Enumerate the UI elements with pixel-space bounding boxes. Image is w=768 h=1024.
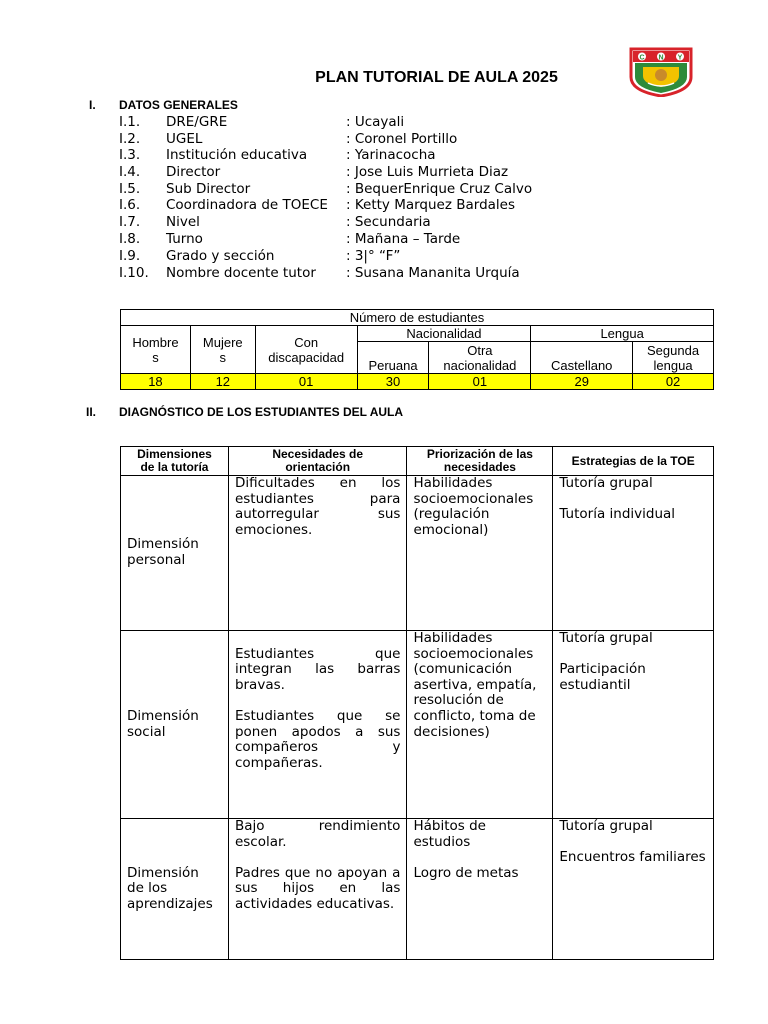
section-1-number: I.: [89, 98, 96, 112]
students-count-table: [120, 309, 714, 390]
need-aprendizajes: [228, 819, 407, 960]
dimensions-header: [121, 447, 229, 476]
row-number: I.7.: [119, 214, 141, 230]
segunda-lengua-value: 02: [633, 374, 714, 390]
row-label: Nombre docente tutor: [166, 264, 316, 281]
row-number: I.5.: [119, 180, 141, 197]
row-label: Nivel: [166, 214, 200, 230]
need-item: Estudiantes que integran las barras bravas.: [234, 645, 401, 693]
row-value: : Coronel Portillo: [346, 130, 458, 147]
segunda-lengua-header: [633, 342, 714, 374]
strategy-item: Tutoría grupal: [559, 475, 653, 491]
priority-item: Hábitos de estudios: [413, 818, 486, 850]
row-label: UGEL: [166, 130, 203, 147]
dimension-label: aprendizajes: [127, 895, 213, 912]
need-personal: Dificultades en los estudiantes para autorregular sus emociones.: [228, 476, 407, 631]
hombres-label: Hombre: [132, 334, 179, 350]
dimension-label: Dimensión: [127, 536, 199, 553]
mujeres-label-wrap: s: [219, 349, 227, 365]
general-data-row: [0, 147, 768, 164]
row-label: Institución educativa: [166, 147, 308, 163]
dimensions-header-line1: Dimensiones: [137, 447, 212, 461]
dimension-label: social: [127, 723, 166, 740]
section-2-number: II.: [86, 405, 97, 419]
dimension-aprendizajes: [121, 819, 229, 960]
segunda-label-wrap: lengua: [653, 357, 693, 373]
strategy-item: Tutoría individual: [559, 506, 676, 523]
lengua-header: Lengua: [531, 326, 714, 342]
row-value: : Susana Mananita Urquía: [346, 264, 520, 281]
strategies-personal: [553, 476, 714, 631]
school-crest-logo: [628, 47, 694, 97]
row-label: Director: [166, 163, 221, 180]
otra-label-wrap: nacionalidad: [443, 357, 517, 373]
row-number: I.1.: [119, 114, 141, 130]
svg-text:Y: Y: [677, 54, 683, 62]
needs-header-line2: orientación: [285, 460, 351, 474]
segunda-label: Segunda: [647, 342, 700, 358]
priority-header: [407, 447, 553, 476]
general-data-row: [0, 131, 768, 148]
strategies-header: Estrategias de la TOE: [553, 447, 714, 476]
dimension-label: Dimensión: [127, 707, 199, 724]
priority-aprendizajes: [407, 819, 553, 960]
general-data-row: [0, 265, 768, 282]
section-1-title: DATOS GENERALES: [119, 98, 238, 112]
priority-personal: Habilidades socioemocionales (regulación emocional): [407, 476, 553, 631]
dimension-label: de los: [127, 880, 168, 897]
strategy-item: Participación estudiantil: [559, 661, 646, 693]
general-data-row: [0, 214, 768, 231]
strategy-item: Tutoría grupal: [559, 630, 653, 646]
row-value: : BequerEnrique Cruz Calvo: [346, 180, 533, 197]
need-item: Estudiantes que se ponen apodos a sus compañeros y compañeras.: [234, 707, 401, 771]
row-label: Coordinadora de TOECE: [166, 197, 328, 213]
discapacidad-header: [255, 326, 357, 374]
priority-header-line2: necesidades: [443, 460, 516, 474]
peruana-value: 30: [357, 374, 429, 390]
dimension-social: [121, 631, 229, 819]
discapacidad-label-wrap: discapacidad: [268, 349, 345, 365]
strategy-item: Encuentros familiares: [559, 849, 706, 866]
priority-social: Habilidades socioemocionales (comunicación asertiva, empatía, resolución de conflicto, toma de decisiones): [407, 631, 553, 819]
row-label: Grado y sección: [166, 247, 275, 264]
row-number: I.2.: [119, 130, 141, 147]
dimensions-header-line2: de la tutoría: [140, 460, 209, 474]
hombres-value: 18: [121, 374, 191, 390]
castellano-value: 29: [531, 374, 633, 390]
general-data-row: [0, 197, 768, 214]
row-number: I.9.: [119, 247, 141, 264]
row-number: I.3.: [119, 147, 141, 163]
need-item: Padres que no apoyan a sus hijos en las actividades educativas.: [234, 864, 401, 912]
row-value: : Secundaria: [346, 214, 431, 230]
strategy-item: Tutoría grupal: [559, 818, 653, 834]
page-title: PLAN TUTORIAL DE AULA 2025: [315, 69, 558, 86]
row-label: Turno: [166, 231, 203, 247]
row-number: I.6.: [119, 197, 141, 213]
need-item: Bajo rendimiento escolar.: [234, 818, 401, 850]
otra-label: Otra: [467, 342, 493, 358]
priority-item: Logro de metas: [413, 864, 519, 881]
general-data-row: [0, 181, 768, 198]
need-social: [228, 631, 407, 819]
section-2-title: DIAGNÓSTICO DE LOS ESTUDIANTES DEL AULA: [119, 405, 404, 419]
strategies-social: [553, 631, 714, 819]
discapacidad-value: 01: [255, 374, 357, 390]
diagnosis-table: [120, 446, 714, 960]
discapacidad-label: Con: [294, 334, 319, 350]
hombres-label-wrap: s: [152, 349, 159, 365]
dimension-label: Dimensión: [127, 864, 199, 881]
mujeres-label: Mujere: [202, 334, 243, 350]
otra-nacionalidad-header: [429, 342, 531, 374]
hombres-header: [121, 326, 191, 374]
row-value: : Jose Luis Murrieta Diaz: [346, 163, 509, 180]
row-number: I.8.: [119, 231, 141, 247]
general-data-row: [0, 248, 768, 265]
row-value: : Mañana – Tarde: [346, 231, 461, 247]
general-data-row: [0, 231, 768, 248]
dimension-label: personal: [127, 552, 186, 568]
needs-header-line1: Necesidades de: [272, 447, 364, 461]
needs-header: [228, 447, 407, 476]
strategies-aprendizajes: [553, 819, 714, 960]
mujeres-header: [190, 326, 255, 374]
row-value: : Ucayali: [346, 114, 405, 130]
row-label: Sub Director: [166, 180, 251, 197]
row-value: : Ketty Marquez Bardales: [346, 197, 516, 213]
svg-text:C: C: [639, 54, 645, 62]
dimension-personal: [121, 476, 229, 631]
otra-nacionalidad-value: 01: [429, 374, 531, 390]
castellano-header: Castellano: [531, 342, 633, 374]
priority-header-line1: Priorización de las: [426, 447, 533, 461]
row-label: DRE/GRE: [166, 114, 228, 130]
row-value: : 3|° “F”: [346, 247, 401, 264]
students-table-header: Número de estudiantes: [121, 310, 714, 326]
general-data-row: [0, 164, 768, 181]
mujeres-value: 12: [190, 374, 255, 390]
row-value: : Yarinacocha: [346, 147, 436, 163]
peruana-header: Peruana: [357, 342, 429, 374]
row-number: I.10.: [119, 264, 149, 281]
svg-text:N: N: [658, 54, 664, 62]
general-data-row: [0, 114, 768, 131]
nacionalidad-header: Nacionalidad: [357, 326, 531, 342]
row-number: I.4.: [119, 163, 141, 180]
